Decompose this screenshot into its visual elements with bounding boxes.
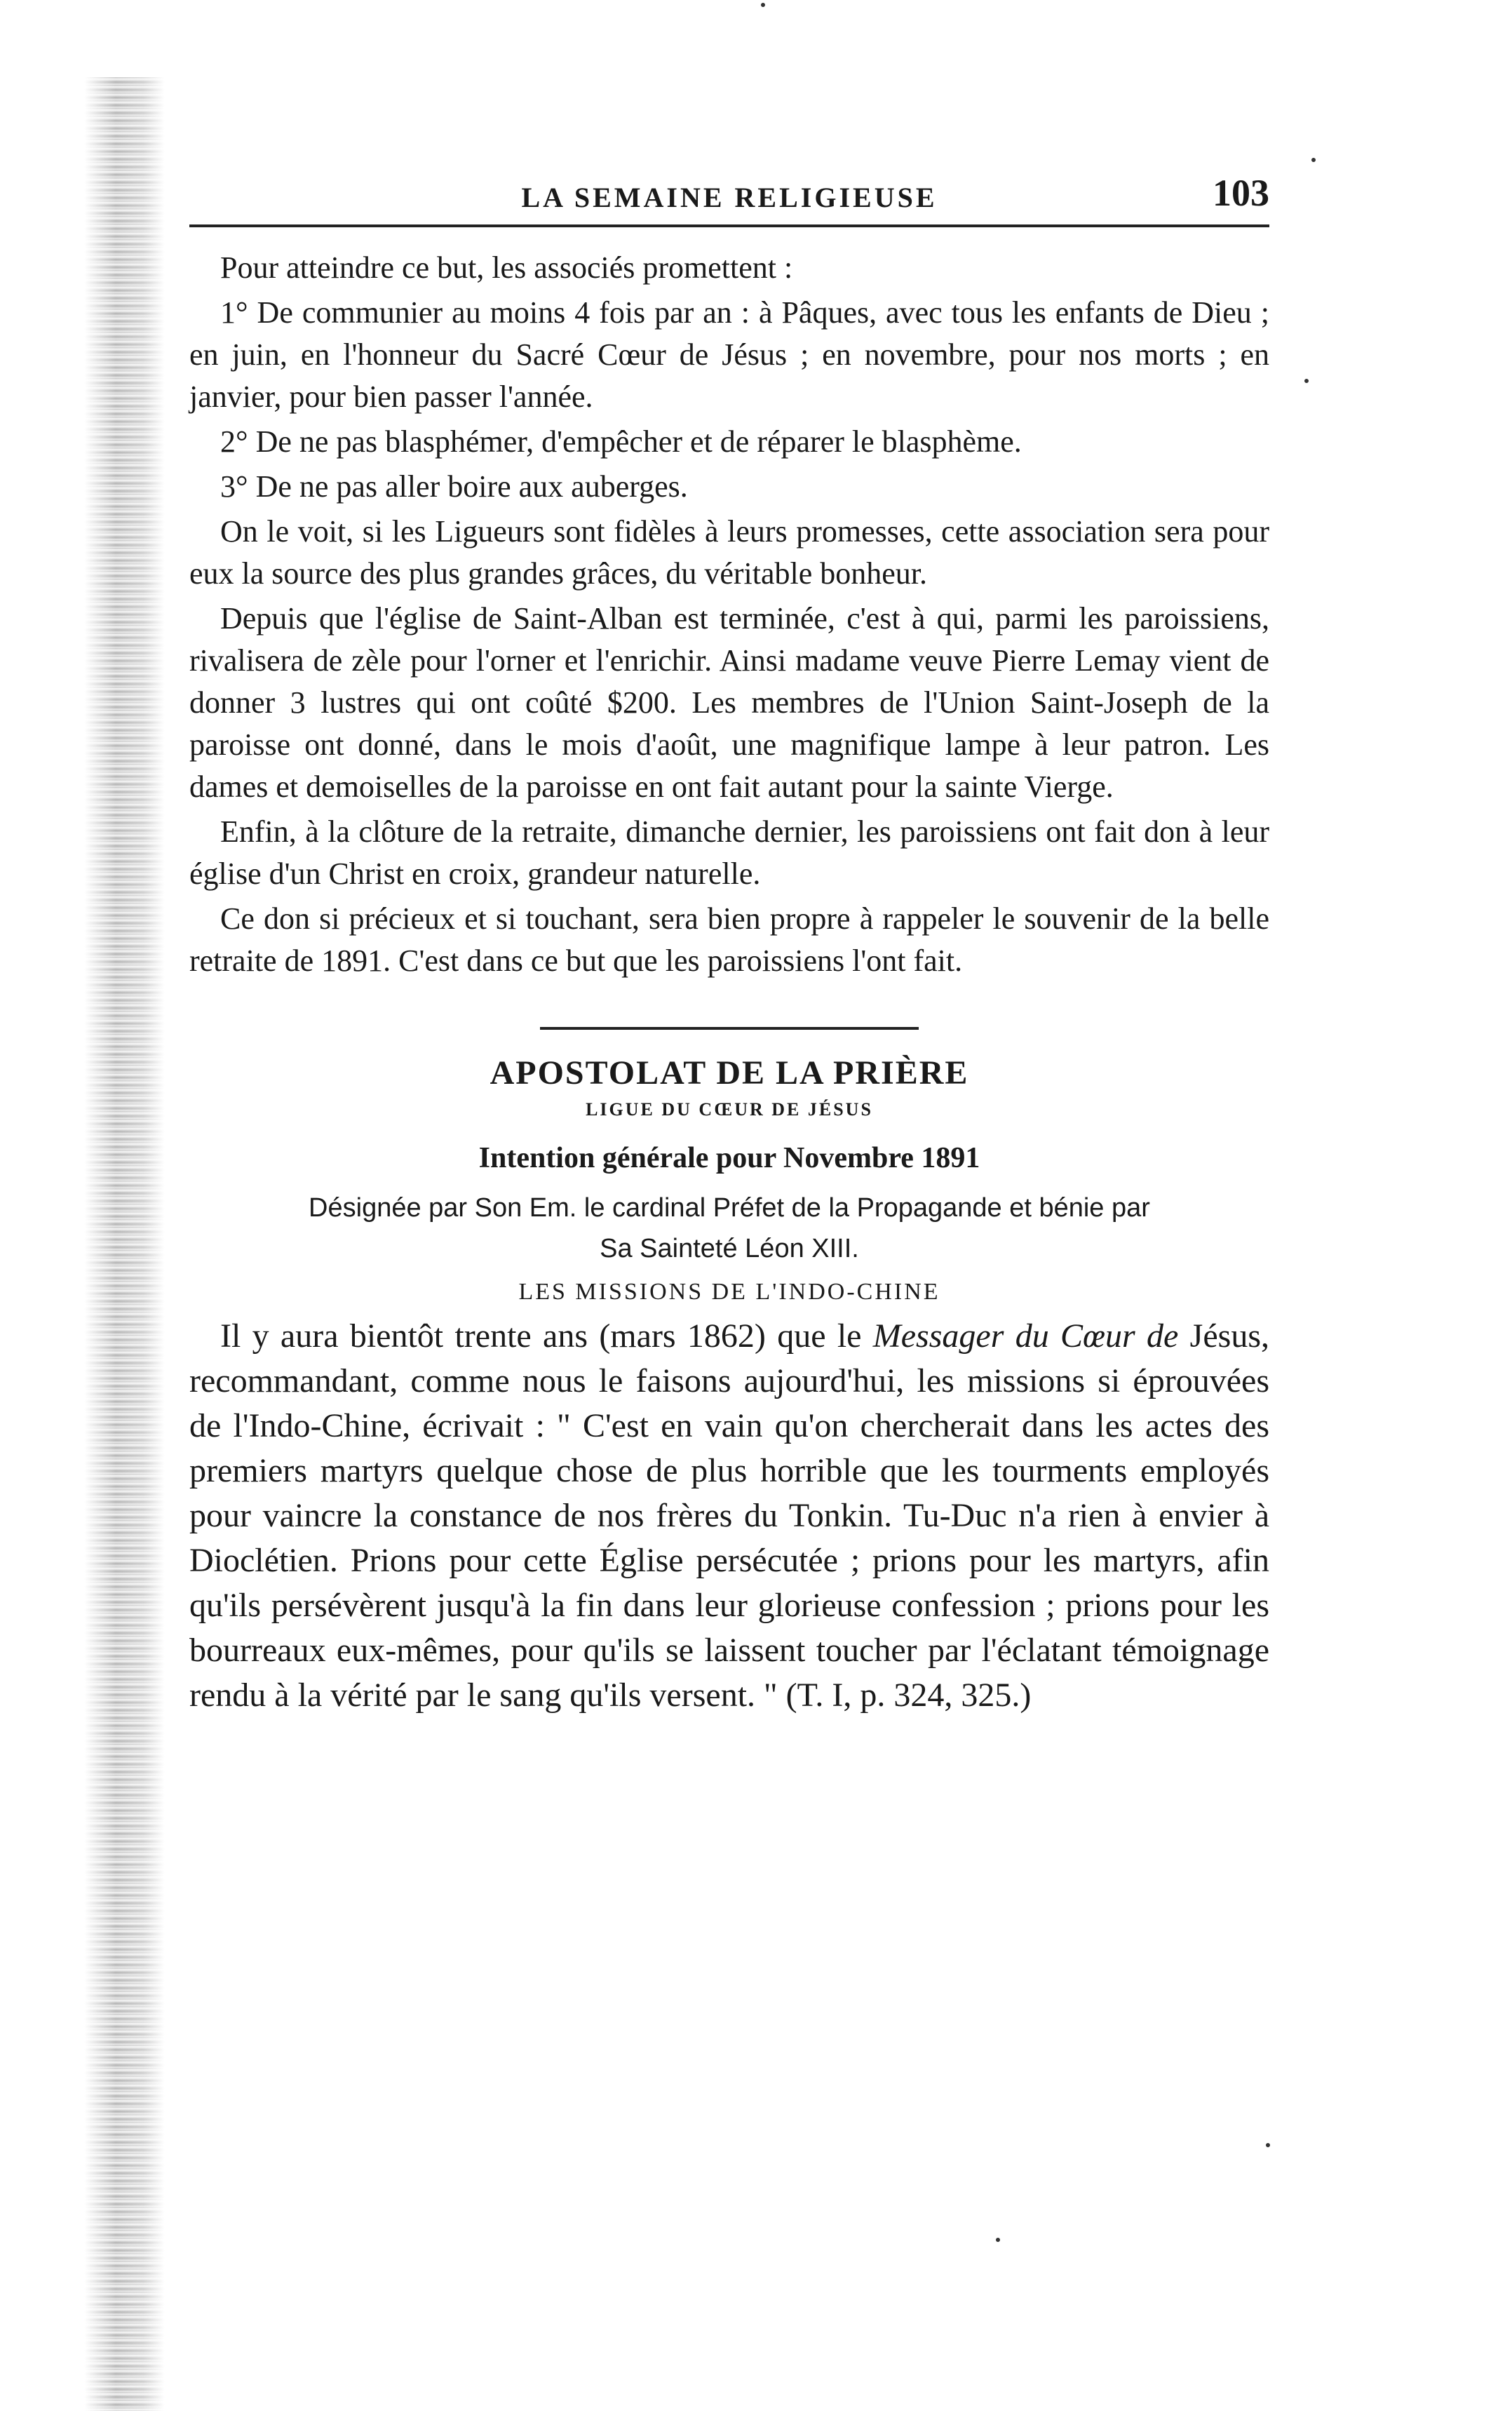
scan-speck bbox=[1304, 379, 1309, 383]
intention-heading: Intention générale pour Novembre 1891 bbox=[478, 1142, 980, 1174]
running-title: LA SEMAINE RELIGIEUSE bbox=[521, 182, 938, 213]
paragraph: Depuis que l'église de Saint-Alban est terminée, c'est à qui, parmi les paroissiens, rivalisera de zèle pour l'orner et l'enrichir. Ainsi madame veuve Pierre Lemay vient de donner 3 lustres qui ont coûté $200. Les membres de l'Union Saint-Joseph de la paroisse ont donné, dans le mois d'août, une magnifique lampe à leur patron. Les dames et demoiselles de la paroisse en ont fait autant pour la sainte Vierge. bbox=[189, 601, 1269, 804]
designation-line: Désignée par Son Em. le cardinal Préfet de la Propagande et bénie par bbox=[309, 1193, 1150, 1223]
missions-heading: LES MISSIONS DE L'INDO-CHINE bbox=[518, 1279, 940, 1305]
paragraph-text: Jésus, recommandant, comme nous le faisons aujourd'hui, les missions si éprouvées de l'Indo-Chine, écrivait : " C'est en vain qu'on chercherait dans les actes des premiers martyrs quelque chose de plus horrible que les tourments employés pour vaincre la constance de nos frères du Tonkin. Tu-Duc n'a rien à envier à Dioclétien. Prions pour cette Église persécutée ; prions pour les martyrs, afin qu'ils persévèrent jusqu'à la fin dans leur glorieuse confession ; prions pour les bourreaux eux-mêmes, pour qu'ils se laissent toucher par l'éclatant témoignage rendu à la vérité par le sang qu'ils versent. " (T. I, p. 324, 325.) bbox=[189, 1317, 1269, 1714]
missions-paragraph bbox=[189, 1314, 1269, 1718]
section-title: APOSTOLAT DE LA PRIÈRE bbox=[490, 1054, 969, 1092]
paragraph: 1° De communier au moins 4 fois par an : à Pâques, avec tous les enfants de Dieu ; en juin, en l'honneur du Sacré Cœur de Jésus ; en novembre, pour nos morts ; en janvier, pour bien passer l'année. bbox=[189, 295, 1269, 414]
binding-edge bbox=[0, 77, 165, 2411]
paragraph: On le voit, si les Ligueurs sont fidèles à leurs promesses, cette association sera pour eux la source des plus grandes grâces, du véritable bonheur. bbox=[189, 514, 1269, 591]
paragraph: 2° De ne pas blasphémer, d'empêcher et de réparer le blasphème. bbox=[220, 424, 1022, 459]
scan-speck bbox=[1311, 158, 1316, 162]
header-rule bbox=[189, 224, 1269, 227]
italic-title: Messager du Cœur de bbox=[872, 1317, 1179, 1355]
designation-line: Sa Sainteté Léon XIII. bbox=[600, 1234, 859, 1263]
running-head bbox=[189, 168, 1269, 224]
section-subtitle: LIGUE DU CŒUR DE JÉSUS bbox=[586, 1099, 873, 1120]
paragraph: Pour atteindre ce but, les associés promettent : bbox=[220, 250, 793, 285]
paragraph: 3° De ne pas aller boire aux auberges. bbox=[220, 469, 688, 504]
body-text bbox=[189, 247, 1269, 982]
section-divider bbox=[540, 1027, 919, 1030]
paragraph: Ce don si précieux et si touchant, sera bien propre à rappeler le souvenir de la belle retraite de 1891. C'est dans ce but que les paroissiens l'ont fait. bbox=[189, 901, 1269, 978]
scan-speck bbox=[1266, 2143, 1270, 2147]
designation-note bbox=[189, 1188, 1269, 1269]
page bbox=[189, 168, 1269, 1718]
scan-speck bbox=[761, 3, 765, 7]
paragraph: Enfin, à la clôture de la retraite, dimanche dernier, les paroissiens ont fait don à leur église d'un Christ en croix, grandeur naturelle. bbox=[189, 814, 1269, 891]
scan-speck bbox=[996, 2238, 1000, 2242]
paragraph-text: Il y aura bientôt trente ans (mars 1862) que le bbox=[220, 1317, 873, 1355]
page-number: 103 bbox=[1213, 172, 1269, 214]
